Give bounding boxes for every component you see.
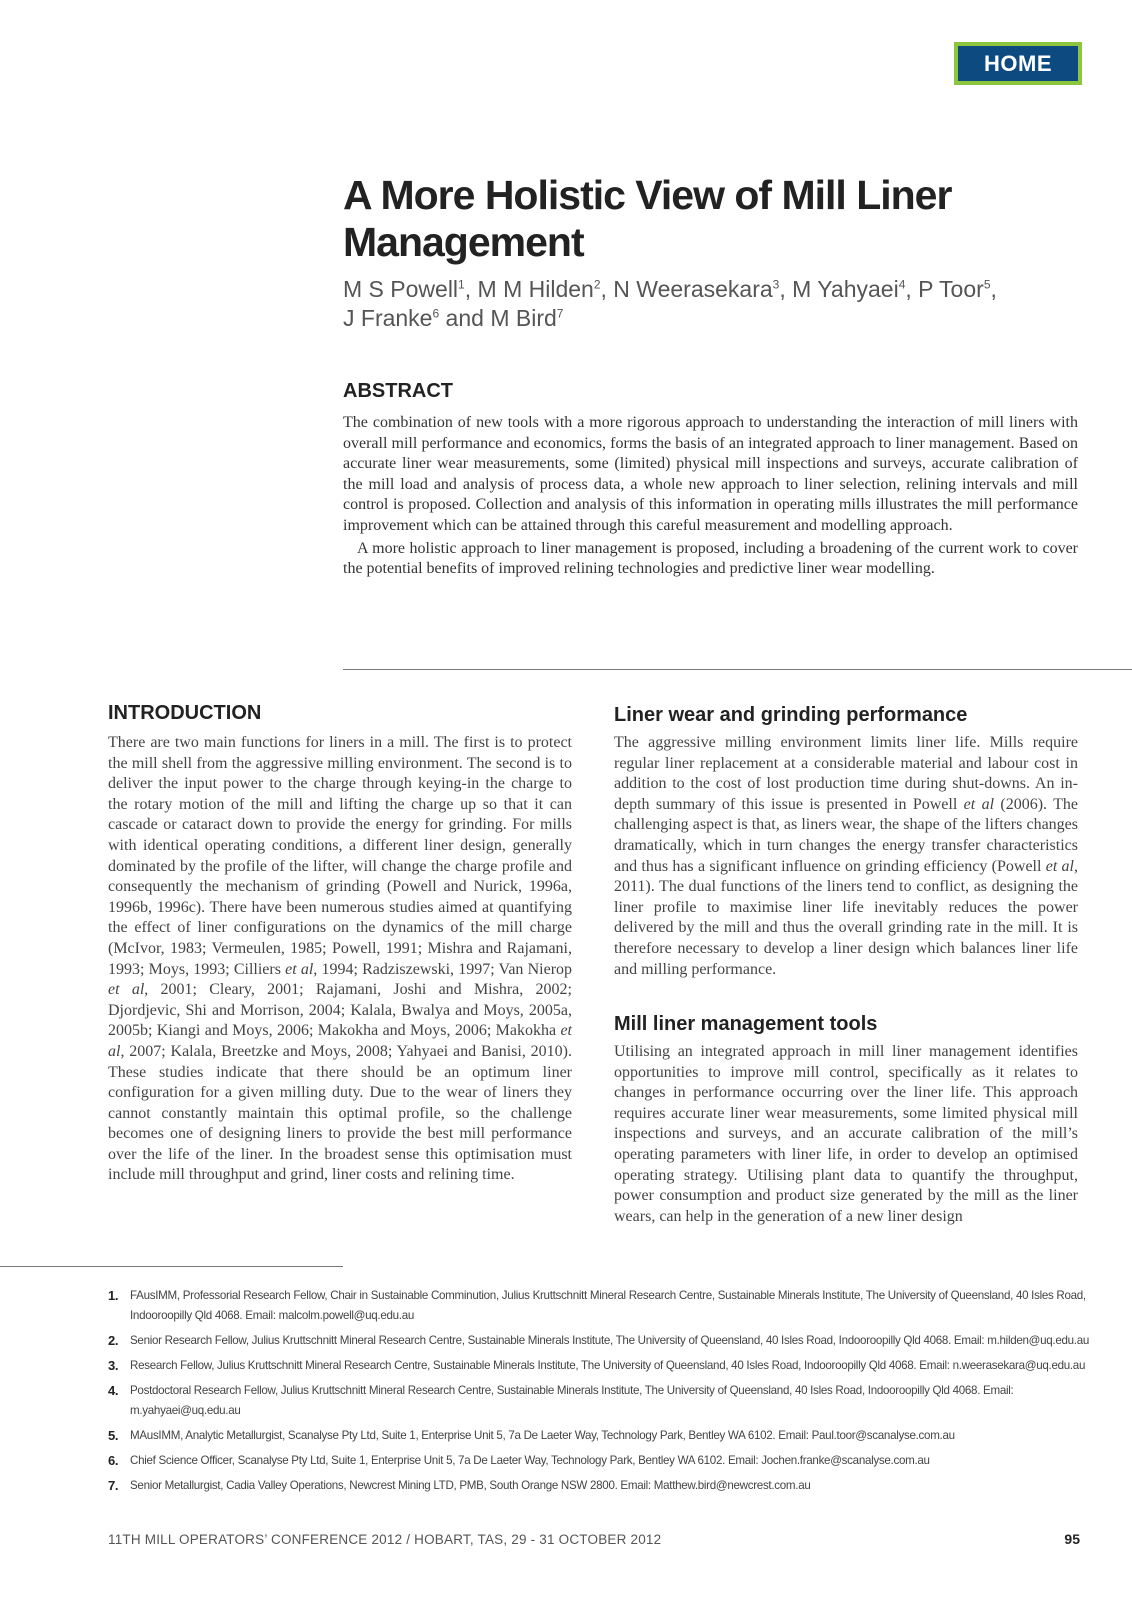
paper-title: A More Holistic View of Mill Liner Management — [343, 172, 952, 265]
author-affiliation-marker: 5 — [983, 277, 991, 292]
footnote-item — [108, 1451, 1108, 1471]
footnote-number: 2. — [108, 1333, 119, 1348]
author-affiliation-marker: 2 — [593, 277, 601, 292]
footnote-number: 4. — [108, 1383, 119, 1398]
author-name: M Bird — [490, 305, 557, 331]
footnote-item — [108, 1476, 1108, 1496]
author-name: M Yahyaei — [792, 276, 899, 302]
footnote-text: Senior Research Fellow, Julius Kruttschnitt Mineral Research Centre, Sustainable Minerals Institute, The University of Queensland, 40 Isles Road, Indooroopilly Qld 4068. Email: m.hilden@uq.edu.au — [130, 1334, 1090, 1347]
footnote-number: 7. — [108, 1478, 119, 1493]
author-name: N Weerasekara — [613, 276, 773, 302]
footnote-item — [108, 1356, 1108, 1376]
home-button-label: HOME — [958, 46, 1078, 81]
author-name: P Toor — [918, 276, 984, 302]
footnote-text: Senior Metallurgist, Cadia Valley Operations, Newcrest Mining LTD, PMB, South Orange NSW 2800. Email: Matthew.bird@newcrest.com.au — [130, 1479, 811, 1492]
author-affiliation-marker: 3 — [772, 277, 780, 292]
footnote-text: MAusIMM, Analytic Metallurgist, Scanalyse Pty Ltd, Suite 1, Enterprise Unit 5, 7a De Laeter Way, Technology Park, Bentley WA 6102. Email: Paul.toor@scanalyse.com.au — [130, 1429, 955, 1442]
footnote-text: Chief Science Officer, Scanalyse Pty Ltd, Suite 1, Enterprise Unit 5, 7a De Laeter Way, Technology Park, Bentley WA 6102. Email: Jochen.franke@scanalyse.com.au — [130, 1454, 930, 1467]
page-number: 95 — [1064, 1531, 1080, 1547]
author-name: J Franke — [343, 305, 433, 331]
author-affiliation-marker: 4 — [898, 277, 906, 292]
footnote-text: FAusIMM, Professorial Research Fellow, Chair in Sustainable Comminution, Julius Kruttschnitt Mineral Research Centre, Sustainable Minerals Institute, The University of Queensland, 40 Isles Road, Indooroopilly Qld 4068. Email: malcolm.powell@uq.edu.au — [130, 1289, 1086, 1322]
tools-body: Utilising an integrated approach in mill liner management identifies opportunities to improve mill control, specifically as it relates to changes in performance occurring over the liner life. This approach requires accurate liner wear measurements, some limited physical mill inspections and surveys, and an accurate calibration of the mill’s operating parameters with liner life, in order to develop an optimised operating strategy. Utilising plant data to quantify the throughput, power consumption and product size generated by the mill as the liner wears, can help in the generation of a new liner design — [614, 1043, 1078, 1225]
footnote-item — [108, 1426, 1108, 1446]
footnote-text: Postdoctoral Research Fellow, Julius Kruttschnitt Mineral Research Centre, Sustainable Minerals Institute, The University of Queensland, 40 Isles Road, Indooroopilly Qld 4068. Email: m.yahyaei@uq.edu.au — [130, 1384, 1014, 1417]
author-affiliation-marker: 6 — [432, 306, 440, 321]
abstract-body — [343, 413, 1078, 580]
author-name: M S Powell — [343, 276, 459, 302]
liner-wear-heading: Liner wear and grinding performance — [614, 704, 968, 726]
author-affiliation-marker: 1 — [458, 277, 465, 292]
footnote-number: 5. — [108, 1428, 119, 1443]
footnote-number: 3. — [108, 1358, 119, 1373]
abstract-paragraph: A more holistic approach to liner management is proposed, including a broadening of the current work to cover the potential benefits of improved relining technologies and predictive liner wear modelling. — [343, 539, 1078, 578]
conference-footer: 11TH MILL OPERATORS’ CONFERENCE 2012 / HOBART, TAS, 29 - 31 OCTOBER 2012 — [108, 1532, 662, 1547]
abstract-divider — [343, 669, 1132, 670]
author-name: M M Hilden — [477, 276, 594, 302]
footnote-number: 6. — [108, 1453, 119, 1468]
abstract-heading: ABSTRACT — [343, 380, 453, 402]
footnote-divider — [0, 1266, 343, 1267]
footnote-text: Research Fellow, Julius Kruttschnitt Mineral Research Centre, Sustainable Minerals Institute, The University of Queensland, 40 Isles Road, Indooroopilly Qld 4068. Email: n.weerasekara@uq.edu.au — [130, 1359, 1086, 1372]
tools-heading: Mill liner management tools — [614, 1013, 878, 1035]
footnote-item — [108, 1331, 1108, 1351]
liner-wear-body: The aggressive milling environment limits liner life. Mills require regular liner replacement at a considerable material and labour cost in addition to the cost of lost production time during shut-downs. An in-depth summary of this issue is presented in Powell et al (2006). The challenging aspect is that, as liners wear, the shape of the lifters changes dramatically, which in turn changes the energy transfer characteristics and thus has a significant influence on grinding efficiency (Powell et al, 2011). The dual functions of the liners tend to conflict, as designing the liner profile to maximise liner life inevitably reduces the power delivered by the mill and thus the overall grinding rate in the mill. It is therefore necessary to develop a liner design which balances liner life and milling performance. — [614, 734, 1079, 978]
footnote-item — [108, 1381, 1108, 1421]
introduction-body: There are two main functions for liners in a mill. The first is to protect the mill shell from the aggressive milling environment. The second is to deliver the input power to the charge through keying-in the charge to the rotary motion of the mill and lifting the charge up so that it can cascade or cataract down to provide the energy for grinding. For mills with identical operating conditions, a different liner design, generally dominated by the profile of the lifter, will change the charge profile and consequently the mechanism of grinding (Powell and Nurick, 1996a, 1996b, 1996c). There have been numerous studies aimed at quantifying the effect of liner configurations on the dynamics of the mill charge (McIvor, 1983; Vermeulen, 1985; Powell, 1991; Mishra and Rajamani, 1993; Moys, 1993; Cilliers et al, 1994; Radziszewski, 1997; Van Nierop et al, 2001; Cleary, 2001; Rajamani, Joshi and Mishra, 2002; Djordjevic, Shi and Morrison, 2004; Kalala, Bwalya and Moys, 2005a, 2005b; Kiangi and Moys, 2006; Makokha and Moys, 2006; Makokha et al, 2007; Kalala, Breetzke and Moys, 2008; Yahyaei and Banisi, 2010). These studies indicate that there should be an optimum liner configuration for a given milling duty. Due to the wear of liners they cannot constantly maintain this optimal profile, so the challenge becomes one of designing liners to provide the best mill performance over the life of the liner. In the broadest sense this optimisation must include mill throughput and grind, liner costs and relining time. — [108, 734, 573, 1184]
footnote-item — [108, 1286, 1108, 1326]
author-list: M S Powell$^1$, M M Hilden$^2$, N Weerasekara$^3$, M Yahyaei$^4$, P Toor$^5$, J Franke$^6$ and M Bird$^7$ — [343, 276, 997, 331]
abstract-paragraph: The combination of new tools with a more rigorous approach to understanding the interaction of mill liners with overall mill performance and economics, forms the basis of an integrated approach to liner management. Based on accurate liner wear measurements, some (limited) physical mill inspections and surveys, accurate calibration of the mill load and analysis of process data, a whole new approach to liner selection, relining intervals and mill control is proposed. Collection and analysis of this information in operating mills illustrates the mill performance improvement which can be attained through this careful measurement and modelling approach. — [343, 414, 1078, 534]
home-button[interactable] — [954, 42, 1082, 85]
introduction-heading: INTRODUCTION — [108, 702, 262, 724]
footnote-number: 1. — [108, 1288, 119, 1303]
footnotes — [108, 1286, 1108, 1501]
author-affiliation-marker: 7 — [556, 306, 564, 321]
